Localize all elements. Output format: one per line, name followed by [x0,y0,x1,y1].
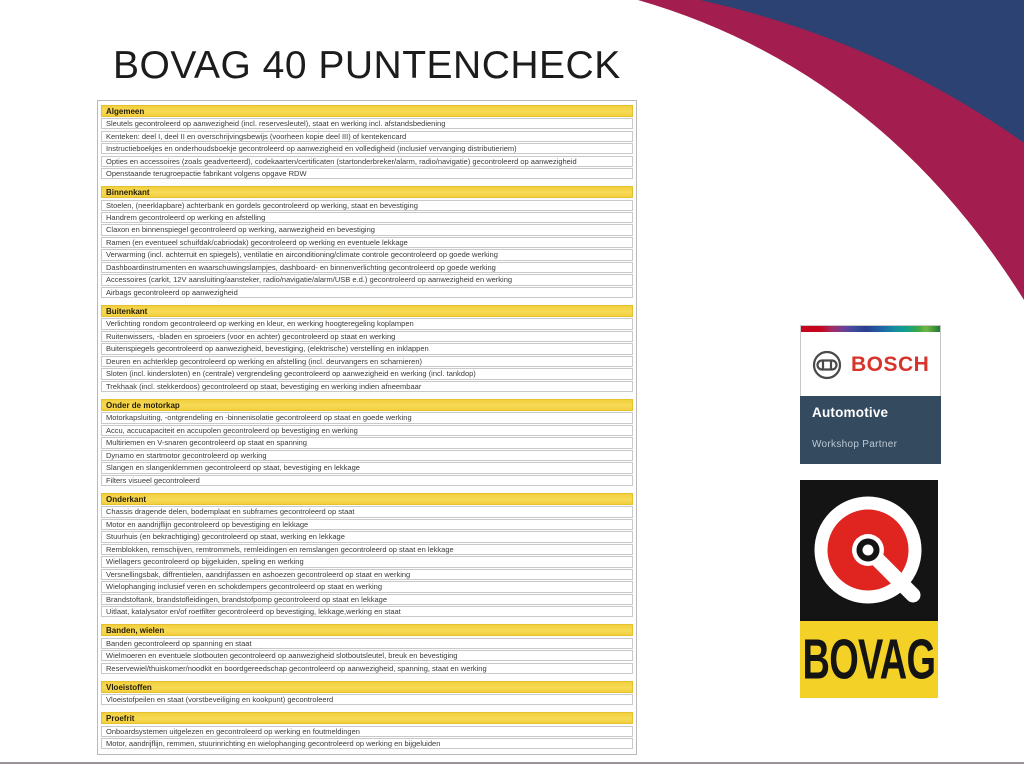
checklist-row: Multiriemen en V-snaren gecontroleerd op staat en spanning [101,437,633,448]
checklist-row: Wielophanging inclusief veren en schokdempers gecontroleerd op staat en werking [101,581,633,592]
checklist-row: Sloten (incl. kindersloten) en (centrale) vergrendeling gecontroleerd op aanwezigheid en werking (incl. tankdop) [101,368,633,379]
checklist-section [101,399,633,486]
checklist-row: Handrem gecontroleerd op werking en afstelling [101,212,633,223]
bosch-wordmark: BOSCH [851,353,930,376]
checklist-section [101,712,633,749]
section-header: Binnenkant [101,186,633,198]
checklist-row: Versnellingsbak, diffrentielen, aandrijfassen en ashoezen gecontroleerd op staat en werking [101,569,633,580]
checklist-row: Opties en accessoires (zoals geadverteerd), codekaarten/certificaten (startonderbreker/alarm, radio/navigatie) gecontroleerd op aanwezigheid [101,156,633,167]
checklist-row: Dashboardinstrumenten en waarschuwingslampjes, dashboard- en binnenverlichting gecontroleerd op goede werking [101,262,633,273]
checklist-row: Openstaande terugroepactie fabrikant volgens opgave RDW [101,168,633,179]
checklist [97,100,637,755]
checklist-row: Buitenspiegels gecontroleerd op aanwezigheid, bevestiging, (elektrische) verstelling en inklappen [101,343,633,354]
bosch-badge-line2: Workshop Partner [812,439,898,450]
section-header: Proefrit [101,712,633,724]
checklist-row: Airbags gecontroleerd op aanwezigheid [101,287,633,298]
section-header: Onderkant [101,493,633,505]
checklist-section [101,493,633,617]
section-body [101,638,633,674]
checklist-row: Slangen en slangenklemmen gecontroleerd op staat, bevestiging en lekkage [101,462,633,473]
section-body [101,118,633,179]
checklist-row: Remblokken, remschijven, remtrommels, remleidingen en remslangen gecontroleerd op staat en lekkage [101,544,633,555]
section-header: Algemeen [101,105,633,117]
checklist-row: Motor, aandrijflijn, remmen, stuurinrichting en wielophanging gecontroleerd op werking en bijgeluiden [101,738,633,749]
checklist-row: Verwarming (incl. achterruit en spiegels), ventilatie en airconditioning/climate controle gecontroleerd op goede werking [101,249,633,260]
section-body [101,200,633,299]
checklist-row: Wielmoeren en eventuele slotbouten gecontroleerd op aanwezigheid slotboutsleutel, breuk en bevestiging [101,650,633,661]
section-header: Vloeistoffen [101,681,633,693]
checklist-section [101,186,633,298]
bosch-armature-icon [812,350,842,380]
bovag-wordmark: BOVAG [802,628,936,691]
section-body [101,694,633,705]
slide-bottom-divider [0,762,1024,764]
checklist-row: Wiellagers gecontroleerd op bijgeluiden, speling en werking [101,556,633,567]
section-header: Buitenkant [101,305,633,317]
checklist-row: Ruitenwissers, -bladen en sproeiers (voor en achter) gecontroleerd op staat en werking [101,331,633,342]
checklist-row: Motor en aandrijflijn gecontroleerd op bevestiging en lekkage [101,519,633,530]
checklist-row: Uitlaat, katalysator en/of roetfilter gecontroleerd op bevestiging, lekkage,werking en staat [101,606,633,617]
checklist-section [101,305,633,392]
bosch-badge-bottom [800,396,941,464]
section-body [101,412,633,486]
section-header: Banden, wielen [101,624,633,636]
checklist-row: Motorkapsluiting, -ontgrendeling en -binnenisolatie gecontroleerd op staat en goede werking [101,412,633,423]
checklist-row: Dynamo en startmotor gecontroleerd op werking [101,450,633,461]
checklist-row: Instructieboekjes en onderhoudsboekje gecontroleerd op aanwezigheid en volledigheid (inclusief vervanging distributieriem) [101,143,633,154]
section-body [101,726,633,750]
bosch-supergraphic-strip [801,326,940,332]
checklist-row: Accessoires (carkit, 12V aansluiting/aansteker, radio/navigatie/alarm/USB e.d.) gecontroleerd op aanwezigheid en werking [101,274,633,285]
checklist-row: Chassis dragende delen, bodemplaat en subframes gecontroleerd op staat [101,506,633,517]
bovag-wordmark-panel [800,621,938,698]
checklist-section [101,624,633,673]
checklist-row: Claxon en binnenspiegel gecontroleerd op werking, aanwezigheid en bevestiging [101,224,633,235]
checklist-row: Kenteken: deel I, deel II en overschrijvingsbewijs (voorheen kopie deel III) of kentekencard [101,131,633,142]
bovag-logo [800,480,938,698]
bosch-badge-top [800,325,941,396]
checklist-row: Vloeistofpeilen en staat (vorstbeveiliging en kookpunt) gecontroleerd [101,694,633,705]
checklist-row: Sleutels gecontroleerd op aanwezigheid (incl. reservesleutel), staat en werking incl. afstandsbediening [101,118,633,129]
bosch-badge-line1: Automotive [812,405,889,420]
checklist-row: Deuren en achterklep gecontroleerd op werking en afstelling (incl. deurvangers en scharnieren) [101,356,633,367]
bovag-wheel-key-icon [800,480,938,621]
checklist-section [101,681,633,705]
page-title: BOVAG 40 PUNTENCHECK [113,44,621,87]
checklist-row: Verlichting rondom gecontroleerd op werking en kleur, en werking hoogteregeling koplampen [101,318,633,329]
checklist-row: Ramen (en eventueel schuifdak/cabriodak) gecontroleerd op werking en eventuele lekkage [101,237,633,248]
section-header: Onder de motorkap [101,399,633,411]
checklist-row: Trekhaak (incl. stekkerdoos) gecontroleerd op staat, bevestiging en werking indien afneembaar [101,381,633,392]
checklist-row: Stoelen, (neerklapbare) achterbank en gordels gecontroleerd op werking, staat en bevestiging [101,200,633,211]
section-body [101,318,633,392]
bovag-emblem-panel [800,480,938,621]
section-body [101,506,633,617]
checklist-row: Brandstoftank, brandstofleidingen, brandstofpomp gecontroleerd op staat en lekkage [101,594,633,605]
checklist-row: Filters visueel gecontroleerd [101,475,633,486]
checklist-row: Accu, accucapaciteit en accupolen gecontroleerd op bevestiging en werking [101,425,633,436]
checklist-row: Banden gecontroleerd op spanning en staat [101,638,633,649]
checklist-section [101,105,633,179]
checklist-row: Onboardsystemen uitgelezen en gecontroleerd op werking en foutmeldingen [101,726,633,737]
checklist-row: Reservewiel/thuiskomer/noodkit en boordgereedschap gecontroleerd op aanwezigheid, spanning, staat en werking [101,663,633,674]
checklist-row: Stuurhuis (en bekrachtiging) gecontroleerd op staat, werking en lekkage [101,531,633,542]
bosch-workshop-partner-badge [800,325,941,464]
